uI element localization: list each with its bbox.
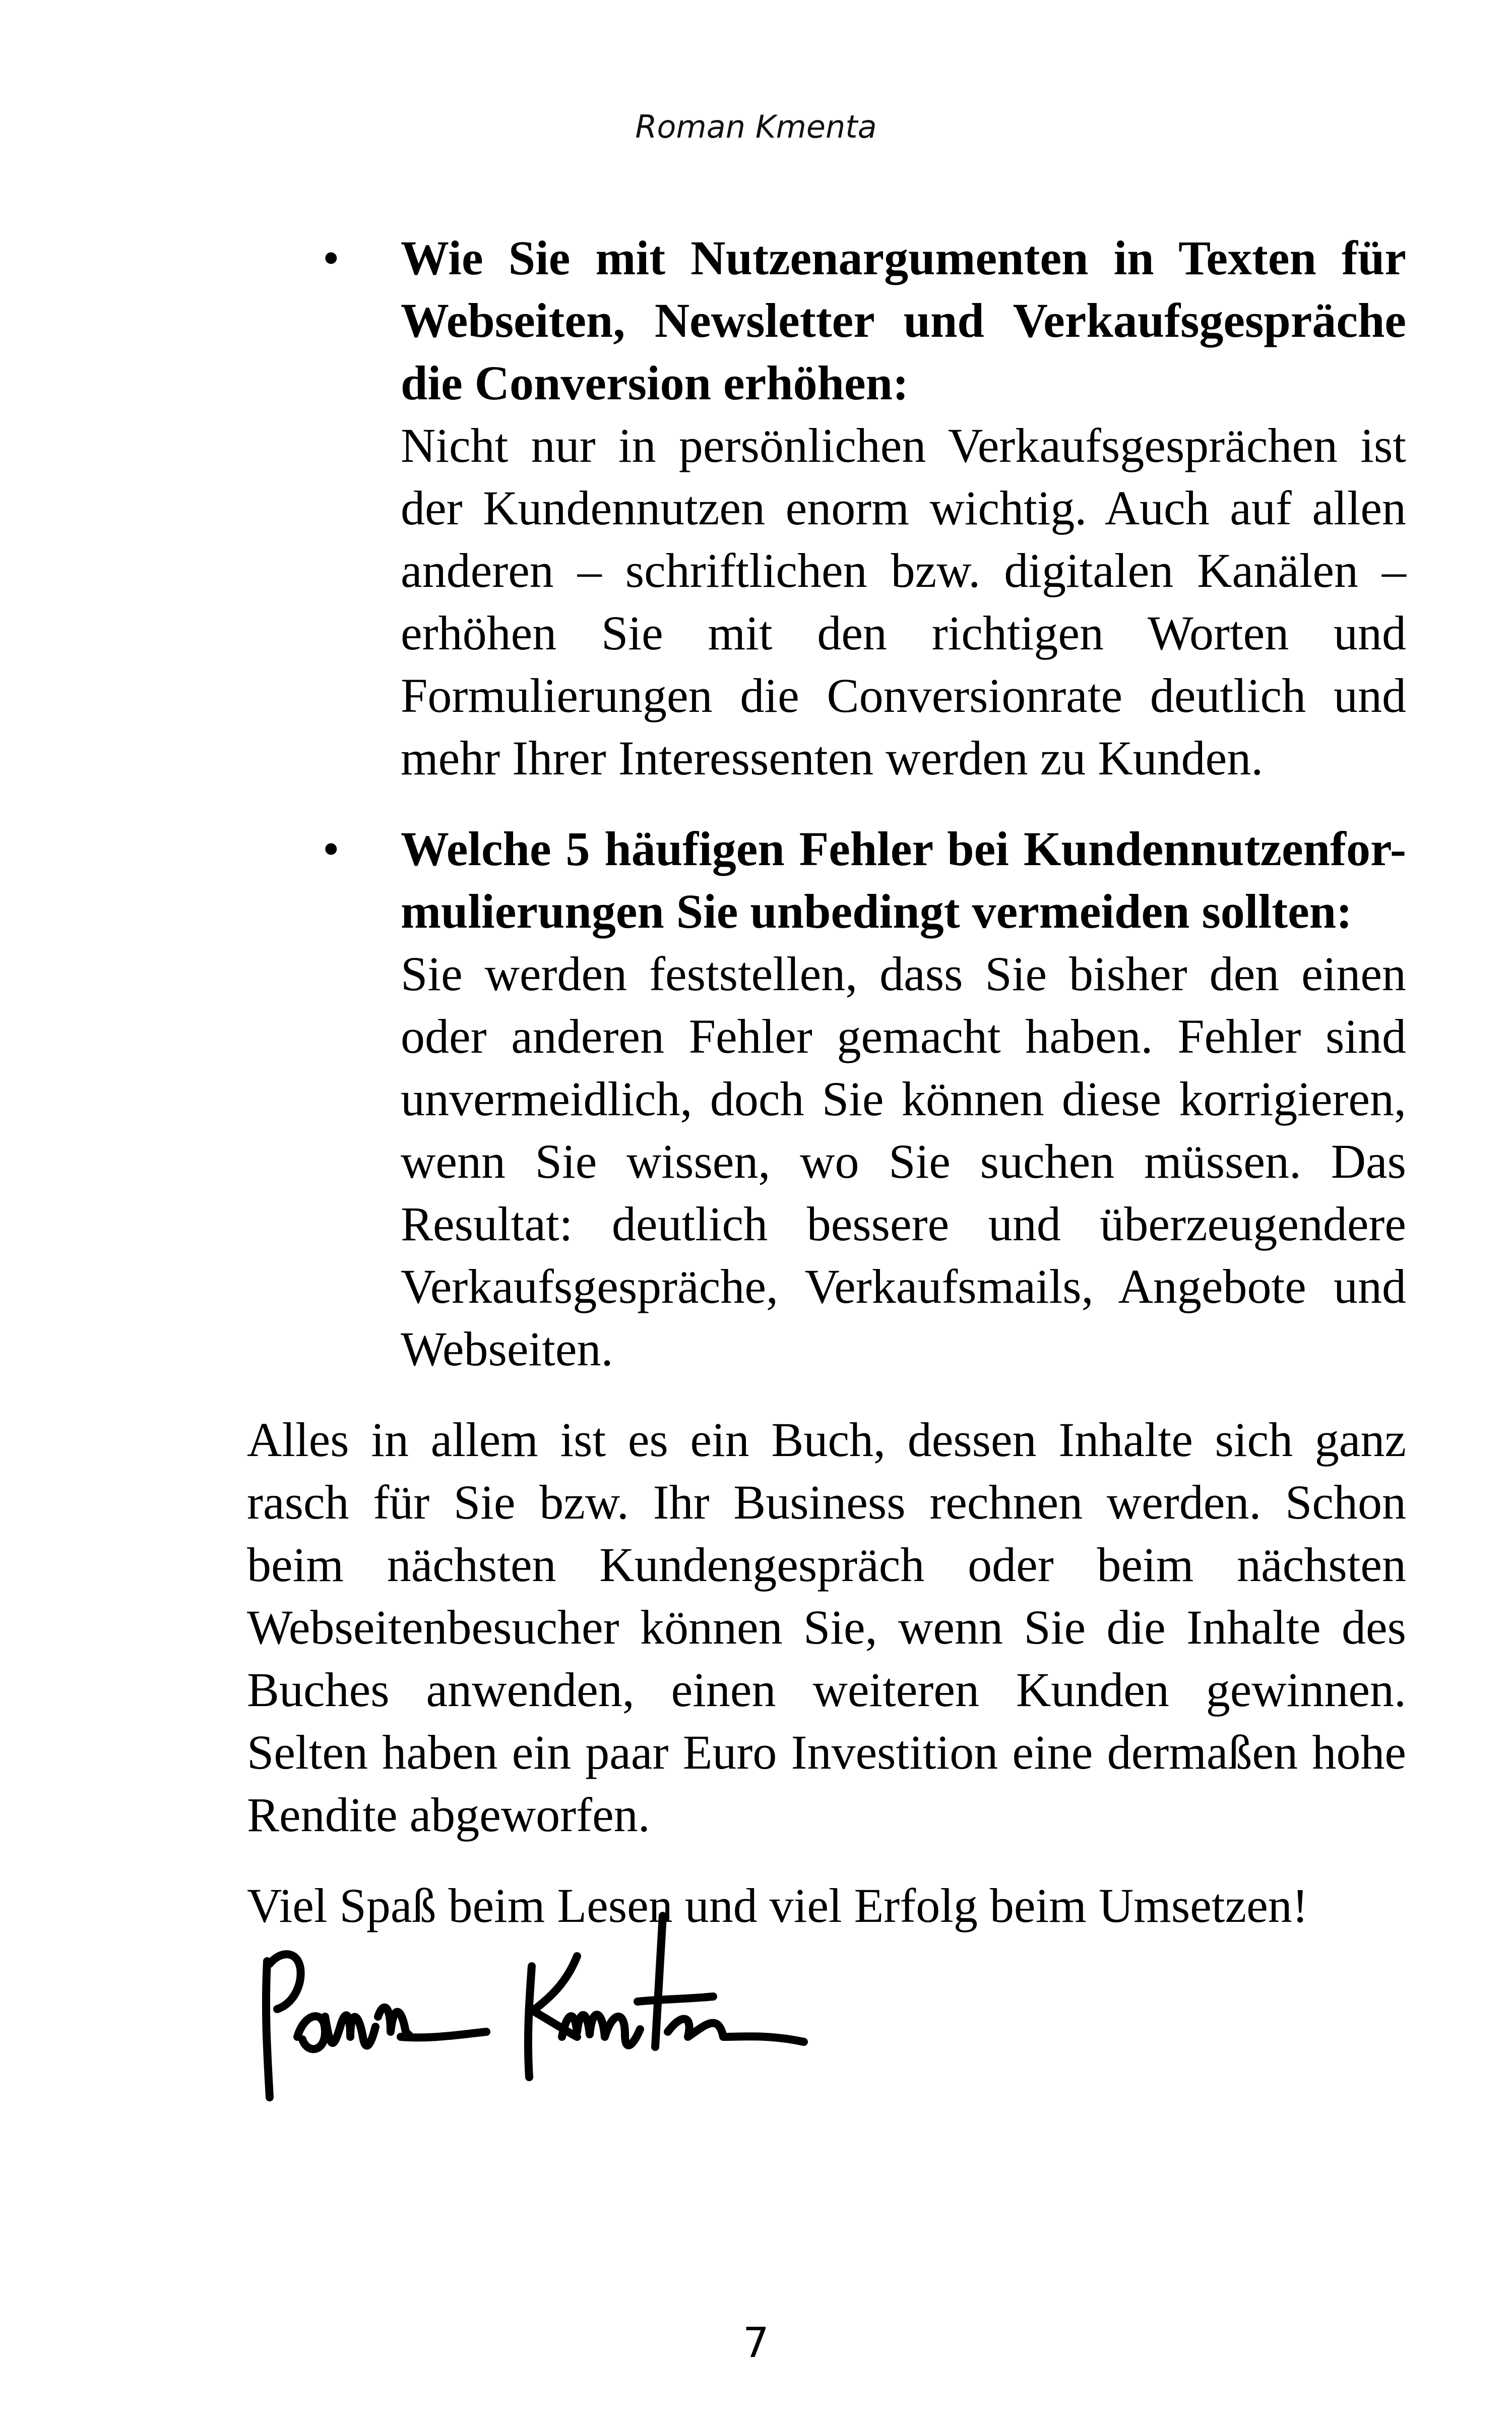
bullet-body: Sie werden feststellen, dass Sie bisher den einen oder anderen Fehler gemacht haben. Fehler sind unvermeidlich, doch Sie können diese korrigieren, wenn Sie wissen, wo Sie suchen müssen. Das Resultat: deutlich bessere und überzeugendere Verkaufsgespräche, Verkaufsmails, Angebote und Webseiten.: [401, 947, 1406, 1376]
page-number: 7: [742, 2319, 770, 2367]
running-header: Roman Kmenta: [635, 108, 877, 145]
bullet-icon: •: [323, 822, 340, 876]
handwritten-signature: [249, 1886, 829, 2107]
bullet-icon: •: [323, 231, 340, 285]
bullet-item-errors: [247, 818, 1406, 1380]
bullet-heading: Wie Sie mit Nutzenargumenten in Texten für Webseiten, Newsletter und Verkaufsgespräche die Conversion erhöhen:: [401, 231, 1406, 410]
closing-line: Viel Spaß beim Lesen und viel Erfolg beim Umsetzen!: [247, 1879, 1308, 1932]
bullet-heading: Welche 5 häufigen Fehler bei Kundennutzenfor-mulierungen Sie unbedingt vermeiden sollten:: [401, 822, 1406, 938]
page-content: [247, 227, 1406, 1965]
bullet-item-conversion: [247, 227, 1406, 790]
bullet-body: Nicht nur in persönlichen Verkaufsgesprächen ist der Kundennutzen enorm wichtig. Auch auf allen anderen – schriftlichen bzw. digitalen Kanälen – erhöhen Sie mit den richtigen Worten und Formulierungen die Conversionrate deutlich und mehr Ihrer Interessenten werden zu Kunden.: [401, 418, 1406, 785]
body-paragraph: Alles in allem ist es ein Buch, dessen Inhalte sich ganz rasch für Sie bzw. Ihr Business rechnen werden. Schon beim nächsten Kundengespräch oder beim nächsten Webseitenbesucher können Sie, wenn Sie die Inhalte des Buches anwenden, einen weiteren Kunden gewinnen. Selten haben ein paar Euro Investition eine dermaßen hohe Rendite abgeworfen.: [247, 1413, 1406, 1842]
